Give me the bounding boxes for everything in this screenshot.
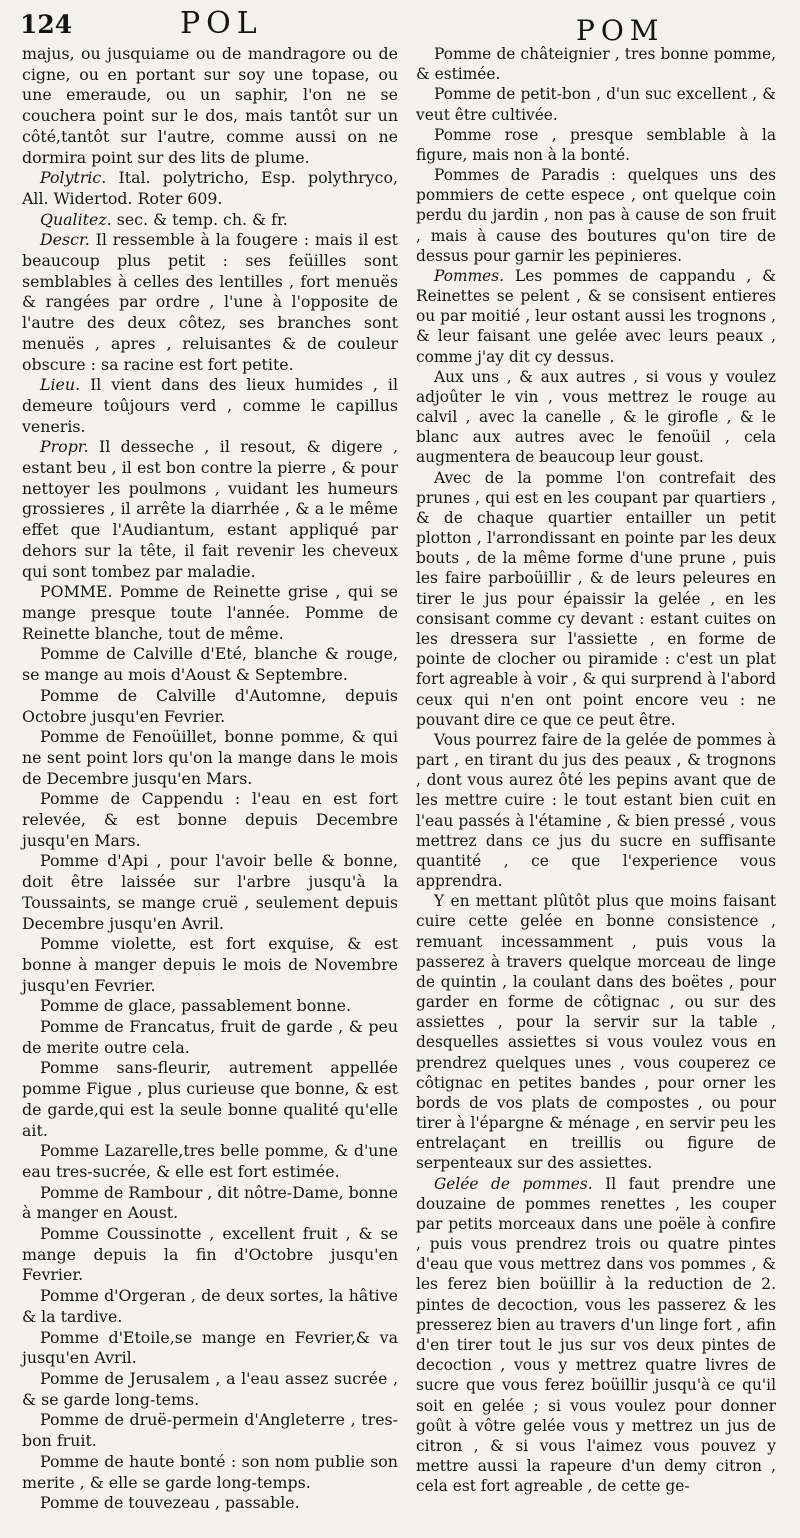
paragraph-text: Y en mettant plûtôt plus que moins faisant cuire cette gelée en bonne consistence , remuant incessamment , puis vous la passerez à travers quelque morceau de linge de quintin , la coulant dans des boëtes , pour garder en forme de côtignac , ou sur des assiettes , pour la servir sur la table , desquelles assiettes si vous voulez vous en prendrez quelques unes , vous couperez ce côtignac en petites bandes , pour orner les bords de vos plats de compostes , ou pour tirer à l'épargne & ménage , en servir peu les entrelaçant en treillis ou figure de serpenteaux sur des assiettes. (416, 892, 776, 1173)
paragraph-text: Aux uns , & aux autres , si vous y voulez adjoûter le vin , vous mettrez le rouge au calvil , avec la canelle , & le girofle , & le blanc aux autres avec le fenoüil , cela augmentera de beaucoup leur goust. (416, 367, 776, 467)
paragraph-text: Pomme de Cappendu : l'eau en est fort relevée, & est bonne depuis Decembre jusqu'en Mars. (22, 789, 398, 850)
paragraph-text: Pomme de châteignier , tres bonne pomme, & estimée. (416, 45, 776, 84)
paragraph (22, 582, 398, 644)
paragraph-text: POMME. Pomme de Reinette grise , qui se mange presque toute l'année. Pomme de Reinette blanche, tout de même. (22, 582, 398, 643)
paragraph (22, 168, 398, 209)
paragraph-text: Pomme d'Api , pour l'avoir belle & bonne, doit être laissée sur l'arbre jusqu'à la Toussaints, se mange cruë , seulement depuis Decembre jusqu'en Avril. (22, 851, 398, 933)
paragraph (22, 1286, 398, 1327)
paragraph-text: Vous pourrez faire de la gelée de pommes à part , en tirant du jus des peaux , & trognons , dont vous aurez ôté les pepins avant que de les mettre cuire : le tout estant bien cuit en l'eau passés à l'étamine , & bien pressé , vous mettrez dans ce jus du sucre en suffisante quantité , ce que l'experience vous apprendra. (416, 730, 776, 891)
paragraph-text: Pommes de Paradis : quelques uns des pommiers de cette espece , ont quelque coin perdu du jardin , non pas à cause de son fruit , mais à cause des boutures qu'on tire de dessus pour garnir les pepinieres. (416, 166, 776, 265)
paragraph (22, 210, 398, 231)
paragraph (22, 686, 398, 727)
paragraph-text: Il faut prendre une douzaine de pommes renettes , les couper par petits morceaux dans une poële à confire , puis vous prendrez trois ou quatre pintes d'eau que vous mettrez dans vos pommes , & les ferez bien boüillir à la reduction de 2. pintes de decoction, vous les passerez & les presserez bien au travers d'un linge fort , afin d'en tirer tout le jus sur vos deux pintes de decoction , vous y mettrez quatre livres de sucre que vous ferez boüillir jusqu'à ce qu'il soit en gelée ; si vous voulez pour donner goût à vôtre gelée vous y mettrez un jus de citron , & si vous l'aimez vous pouvez y mettre aussi la rapeure d'un demy citron , cela est fort agreable , de cette ge- (416, 1174, 776, 1496)
page-number: 124 (20, 10, 73, 39)
paragraph (22, 1410, 398, 1451)
paragraph (416, 468, 776, 730)
paragraph-text: Pomme de Francatus, fruit de garde , & peu de merite outre cela. (22, 1017, 398, 1057)
paragraph (416, 84, 776, 124)
paragraph (22, 644, 398, 685)
paragraph-text: majus, ou jusquiame ou de mandragore ou de cigne, ou en portant sur soy une topase, ou une emeraude, ou un saphir, l'on ne se couchera point sur le dos, mais tantôt sur un côté,tantôt sur l'autre, comme aussi on ne dormira point sur des lits de plume. (22, 44, 398, 167)
paragraph-text: sec. & temp. ch. & fr. (111, 209, 288, 229)
paragraph-text: Pomme de druë-permein d'Angleterre , tres-bon fruit. (22, 1410, 398, 1451)
paragraph-text: Ital. polytricho, Esp. polythryco, All. Widertod. Roter 609. (22, 168, 398, 208)
paragraph-text: Pomme de petit-bon , d'un suc excellent , & veut être cultivée. (416, 85, 776, 124)
paragraph (22, 1058, 398, 1141)
left-column (22, 44, 398, 1514)
paragraph (22, 437, 398, 582)
paragraph (416, 367, 776, 468)
paragraph-text: Il ressemble à la fougere : mais il est beaucoup plus petit : ses feüilles sont semblables à celles des lentilles , fort menuës & rangées par ordre , l'une à l'opposite de l'autre des deux côtez, ses branches sont menuës , apres , reluisantes & de couleur obscure : sa racine est fort petite. (22, 230, 398, 374)
paragraph-text: Pomme Coussinotte , excellent fruit , & se mange depuis la fin d'Octobre jusqu'en Fevrier. (22, 1224, 398, 1285)
paragraph (22, 1224, 398, 1286)
paragraph (22, 996, 398, 1017)
paragraph (416, 891, 776, 1173)
paragraph (22, 1141, 398, 1182)
paragraph-text: Pomme sans-fleurir, autrement appellée pomme Figue , plus curieuse que bonne, & est de garde,qui est la seule bonne qualité qu'elle ait. (22, 1058, 398, 1140)
paragraph (22, 1493, 398, 1514)
paragraph (416, 165, 776, 266)
paragraph (22, 727, 398, 789)
left-running-head: POL (180, 6, 263, 41)
paragraph-text: Avec de la pomme l'on contrefait des prunes , qui est en les coupant par quartiers , & de chaque quartier entailler un petit plotton , l'arrondissant en pointe par les deux bouts , de la même forme d'une prune , puis les faire parboüillir , & de leurs peleures en tirer le jus pour épaissir la gelée , en les consisant comme cy devant : estant cuites on les dressera sur l'assiette , en forme de pointe de clocher ou piramide : c'est un plat fort agreable à voir , & qui surprend à l'abord ceux qui n'en ont point encore veu : ne pouvant dire ce que ce peut être. (416, 468, 776, 729)
paragraph (22, 1452, 398, 1493)
paragraph-text: Pomme violette, est fort exquise, & est bonne à manger depuis le mois de Novembre jusqu'en Fevrier. (22, 934, 398, 995)
paragraph-text: Pomme de haute bonté : son nom publie son merite , & elle se garde long-temps. (22, 1451, 398, 1492)
paragraph (416, 44, 776, 84)
paragraph (22, 851, 398, 934)
paragraph-text: Pomme de touvezeau , passable. (40, 1493, 300, 1513)
paragraph (22, 1369, 398, 1410)
paragraph (22, 1017, 398, 1058)
paragraph (22, 1183, 398, 1224)
paragraph-text: Pomme de Calville d'Automne, depuis Octobre jusqu'en Fevrier. (22, 685, 398, 726)
paragraph-text: Pomme rose , presque semblable à la figure, mais non à la bonté. (416, 125, 776, 164)
paragraph (22, 44, 398, 168)
entry-lead: Lieu. (40, 375, 81, 395)
entry-lead: Gelée de pommes. (434, 1174, 593, 1193)
paragraph-text: Pomme d'Orgeran , de deux sortes, la hâtive & la tardive. (22, 1286, 398, 1326)
entry-lead: Descr. (40, 230, 90, 250)
paragraph (22, 934, 398, 996)
paragraph (22, 789, 398, 851)
paragraph-text: Pomme d'Etoile,se mange en Fevrier,& va jusqu'en Avril. (22, 1327, 398, 1368)
paragraph-text: Pomme de Fenoüillet, bonne pomme, & qui ne sent point lors qu'on la mange dans le mois de Decembre jusqu'en Mars. (22, 727, 398, 788)
entry-lead: Qualitez. (40, 209, 112, 229)
entry-lead: Pommes. (434, 266, 505, 285)
paragraph-text: Il desseche , il resout, & digere , estant beu , il est bon contre la pierre , & pour nettoyer les poulmons , vuidant les humeurs grossieres , il arrête la diarrhée , & a le même effet que l'Audiantum, estant appliqué par dehors sur la tête, il fait revenir les cheveux qui sont tombez par maladie. (22, 437, 398, 581)
paragraph (416, 1174, 776, 1497)
paragraph (22, 230, 398, 375)
right-column (416, 44, 776, 1496)
entry-lead: Polytric. (40, 168, 107, 188)
entry-lead: Propr. (40, 437, 89, 457)
paragraph-text: Les pommes de cappandu , & Reinettes se pelent , & se consisent entieres ou par moitié , leur ostant aussi les trognons , & leur faisant une gelée avec leurs peaux , comme j'ay dit cy dessus. (416, 266, 776, 366)
paragraph (22, 375, 398, 437)
paragraph-text: Pomme de Calville d'Eté, blanche & rouge, se mange au mois d'Aoust & Septembre. (22, 644, 398, 685)
paragraph (416, 730, 776, 891)
paragraph-text: Pomme Lazarelle,tres belle pomme, & d'une eau tres-sucrée, & elle est fort estimée. (22, 1141, 398, 1181)
running-header (0, 0, 800, 46)
paragraph-text: Il vient dans des lieux humides , il demeure toûjours verd , comme le capillus veneris. (22, 375, 398, 436)
paragraph-text: Pomme de Rambour , dit nôtre-Dame, bonne à manger en Aoust. (22, 1182, 398, 1223)
paragraph-text: Pomme de glace, passablement bonne. (40, 996, 352, 1016)
paragraph (416, 266, 776, 367)
paragraph-text: Pomme de Jerusalem , a l'eau assez sucrée , & se garde long-tems. (22, 1369, 398, 1409)
right-running-head: POM (576, 14, 665, 47)
paragraph (416, 125, 776, 165)
paragraph (22, 1328, 398, 1369)
